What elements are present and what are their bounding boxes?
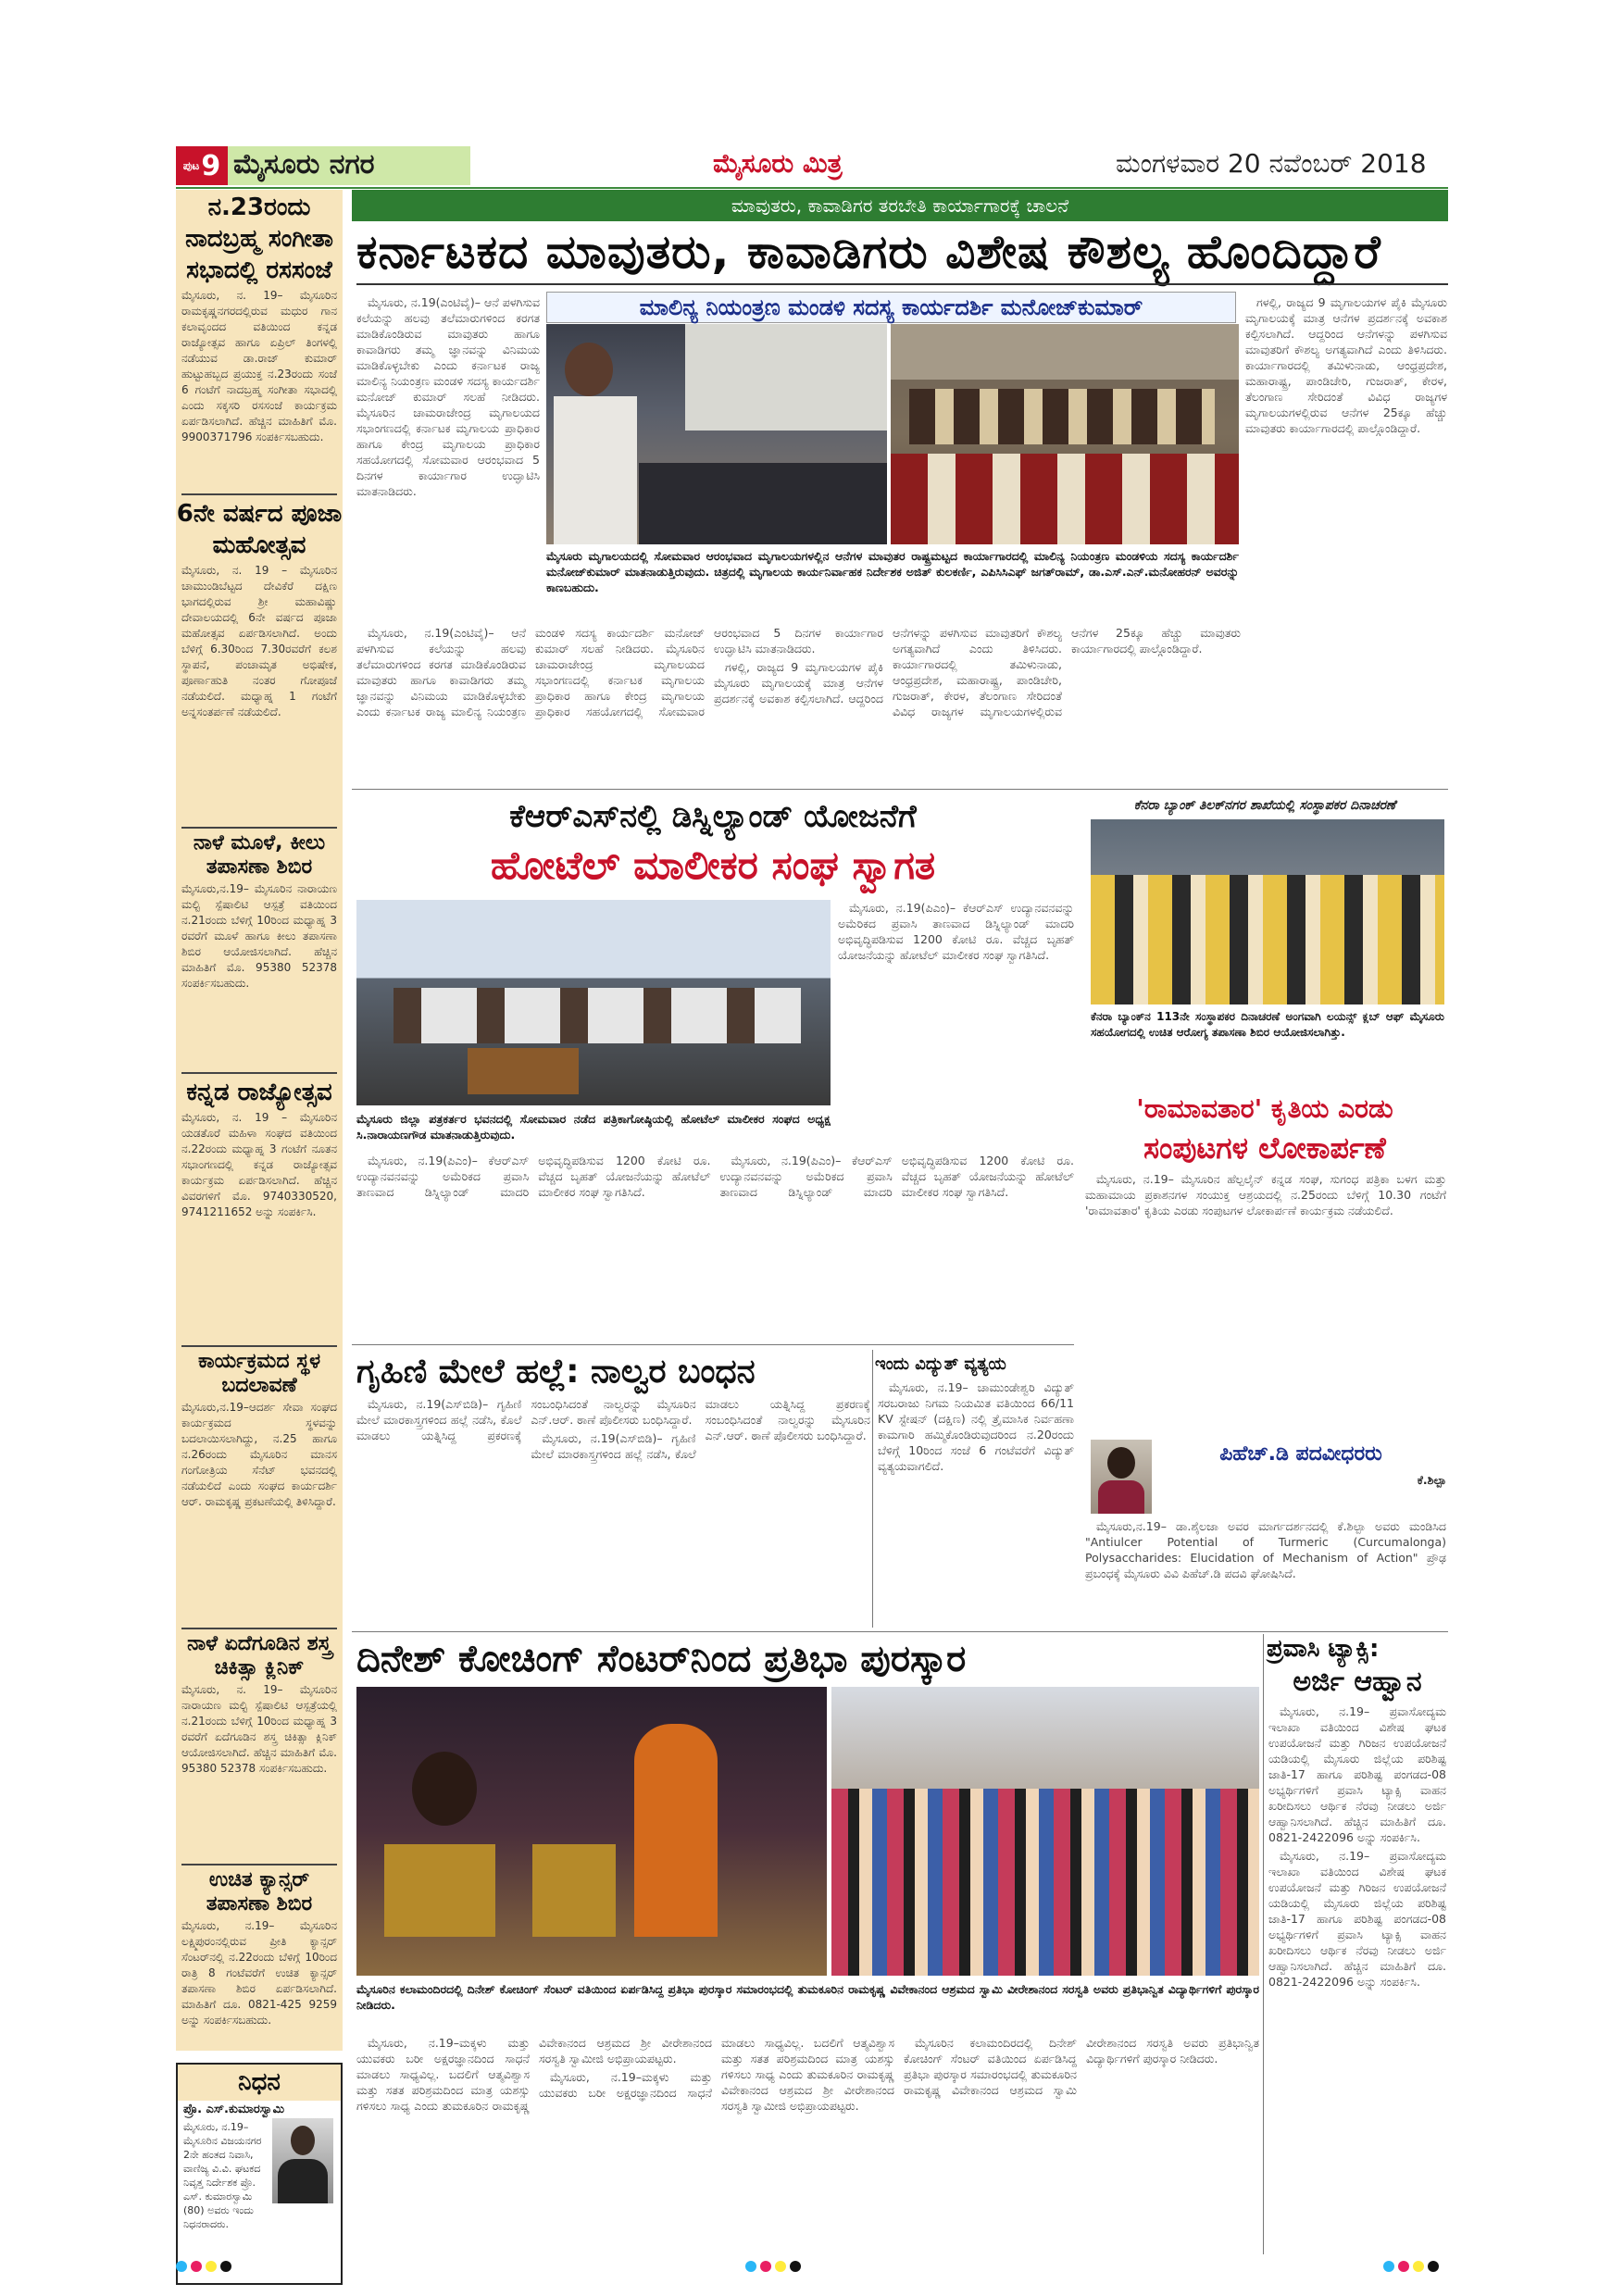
phd-name-text: ಕೆ.ಶಿಲ್ಪಾ [1417, 1473, 1446, 1487]
page-number [176, 146, 228, 185]
brief-title: ಕಾರ್ಯಕ್ರಮದ ಸ್ಥಳ ಬದಲಾವಣೆ [197, 1350, 321, 1397]
brief-5 [176, 1342, 343, 1620]
vidyut-text: ಮೈಸೂರು, ನ.19– ಚಾಮುಂಡೇಶ್ವರಿ ವಿದ್ಯುತ್ ಸರಬರಾಜು ನಿಗಮ ನಿಯಮಿತ ವತಿಯಿಂದ 66/11 KV ಸ್ಟೇಷನ್ (ದಕ್ಷಿಣ) ನಲ್ಲಿ ತ್ರೈಮಾಸಿಕ ನಿರ್ವಹಣಾ ಕಾಮಗಾರಿ ಹಮ್ಮಿಕೊಂಡಿರುವುದರಿಂದ ನ.20ರಂದು ಬೆಳಿಗ್ಗೆ 10ರಿಂದ ಸಂಜೆ 6 ಗಂಟೆವರೆಗೆ ವಿದ್ಯುತ್ ವ್ಯತ್ಯಯವಾಗಲಿದೆ. [878, 1380, 1074, 1473]
ramavatara-headline-1: 'ರಾಮಾವತಾರ' ಕೃತಿಯ ಎರಡು [1136, 1093, 1393, 1124]
lead-subhead: ಮಾಲಿನ್ಯ ನಿಯಂತ್ರಣ ಮಂಡಳಿ ಸದಸ್ಯ ಕಾರ್ಯದರ್ಶಿ ಮನೋಜ್‌ಕುಮಾರ್ [546, 292, 1236, 323]
brief-text: ಮೈಸೂರು, ನ. 19 – ಮೈಸೂರಿನ ಯಡತೊರೆ ಮಹಿಳಾ ಸಂಘದ ವತಿಯಿಂದ ನ.22ರಂದು ಮಧ್ಯಾಹ್ನ 3 ಗಂಟೆಗೆ ನೂತನ ಸಭಾಂಗಣದಲ್ಲಿ ಕನ್ನಡ ರಾಜ್ಯೋತ್ಸವ ಕಾರ್ಯಕ್ರಮ ಏರ್ಪಡಿಸಲಾಗಿದೆ. ಹೆಚ್ಚಿನ ವಿವರಗಳಿಗೆ ಮೊ. 9740330520, 9741211652 ಅನ್ನು ಸಂಪರ್ಕಿಸಿ. [181, 1111, 337, 1218]
briefs-column [176, 190, 343, 2051]
brief-text: ಮೈಸೂರು, ನ.19– ಮೈಸೂರಿನ ಲಕ್ಷ್ಮಿಪುರಂನಲ್ಲಿರುವ ಪ್ರೀತಿ ಕ್ಯಾನ್ಸರ್ ಸೆಂಟರ್‌ನಲ್ಲಿ ನ.22ರಂದು ಬೆಳಿಗ್ಗೆ 10ರಿಂದ ರಾತ್ರಿ 8 ಗಂಟೆವರೆಗೆ ಉಚಿತ ಕ್ಯಾನ್ಸರ್ ತಪಾಸಣಾ ಶಿಬಿರ ಏರ್ಪಡಿಸಲಾಗಿದೆ. ಮಾಹಿತಿಗೆ ದೂ. 0821-425 9259 ಅನ್ನು ಸಂಪರ್ಕಿಸಬಹುದು. [181, 1919, 337, 2027]
lead-col-3-text: ಗಳಲ್ಲಿ, ರಾಜ್ಯದ 9 ಮೃಗಾಲಯಗಳ ಪೈಕಿ ಮೈಸೂರು ಮೃಗಾಲಯಕ್ಕೆ ಮಾತ್ರ ಆನೆಗಳ ಪ್ರದರ್ಶನಕ್ಕೆ ಅವಕಾಶ ಕಲ್ಪಿಸಲಾಗಿದೆ. ಆದ್ದರಿಂದ ಆನೆಗಳನ್ನು ಪಳಗಿಸುವ ಮಾವುತರಿಗೆ ಕೌಶಲ್ಯ ಅಗತ್ಯವಾಗಿದೆ ಎಂದು ತಿಳಿಸಿದರು. ಕಾರ್ಯಾಗಾರದಲ್ಲಿ ತಮಿಳುನಾಡು, ಆಂಧ್ರಪ್ರದೇಶ, ಮಹಾರಾಷ್ಟ್ರ, ಪಾಂಡಿಚೇರಿ, ಗುಜರಾತ್, ಕೇರಳ, ತೆಲಂಗಾಣ ಸೇರಿದಂತೆ ವಿವಿಧ ರಾಜ್ಯಗಳ ಮೃಗಾಲಯಗಳಲ್ಲಿರುವ ಆನೆಗಳ 25ಕ್ಕೂ ಹೆಚ್ಚು ಮಾವುತರು ಕಾರ್ಯಾಗಾರದಲ್ಲಿ ಪಾಲ್ಗೊಂಡಿದ್ದಾರೆ. [1245, 295, 1447, 435]
lead-col-1-text: ಮೈಸೂರು, ನ.19(ಎಂಟಿವೈ)– ಆನೆ ಪಳಗಿಸುವ ಕಲೆಯನ್ನು ಹಲವು ತಲೆಮಾರುಗಳಿಂದ ಕರಗತ ಮಾಡಿಕೊಂಡಿರುವ ಮಾವುತರು ಹಾಗೂ ಕಾವಾಡಿಗರು ತಮ್ಮ ಜ್ಞಾನವನ್ನು ವಿನಿಮಯ ಮಾಡಿಕೊಳ್ಳಬೇಕು ಎಂದು ಕರ್ನಾಟಕ ರಾಜ್ಯ ಮಾಲಿನ್ಯ ನಿಯಂತ್ರಣ ಮಂಡಳಿ ಸದಸ್ಯ ಕಾರ್ಯದರ್ಶಿ ಮನೋಜ್ ಕುಮಾರ್ ಸಲಹೆ ನೀಡಿದರು. ಮೈಸೂರಿನ ಚಾಮರಾಜೇಂದ್ರ ಮೃಗಾಲಯದ ಸಭಾಂಗಣದಲ್ಲಿ ಕರ್ನಾಟಕ ಮೃಗಾಲಯ ಪ್ರಾಧಿಕಾರ ಹಾಗೂ ಕೇಂದ್ರ ಮೃಗಾಲಯ ಪ್ರಾಧಿಕಾರ ಸಹಯೋಗದಲ್ಲಿ ಸೋಮವಾರ ಆರಂಭವಾದ 5 ದಿನಗಳ ಕಾರ್ಯಾಗಾರ ಉದ್ಘಾಟಿಸಿ ಮಾತನಾಡಿದರು. [356, 295, 540, 498]
dinesh-text: ಮೈಸೂರು, ನ.19–ಮಕ್ಕಳು ಮತ್ತು ಯುವಕರು ಬರೀ ಅಕ್ಷರಜ್ಞಾನದಿಂದ ಸಾಧನೆ ಮಾಡಲು ಸಾಧ್ಯವಿಲ್ಲ. ಬದಲಿಗೆ ಆತ್ಮವಿಶ್ವಾಸ ಮತ್ತು ಸತತ ಪರಿಶ್ರಮದಿಂದ ಮಾತ್ರ ಯಶಸ್ಸು ಗಳಿಸಲು ಸಾಧ್ಯ ಎಂದು ತುಮಕೂರಿನ ರಾಮಕೃಷ್ಣ ವಿವೇಕಾನಂದ ಆಶ್ರಮದ ಶ್ರೀ ವೀರೇಶಾನಂದ ಸರಸ್ವತಿ ಸ್ವಾಮೀಜಿ ಅಭಿಪ್ರಾಯಪಟ್ಟರು. [356, 2036, 712, 2113]
grihini-text: ಮೈಸೂರು, ನ.19(ಎಸ್‌ಬಿಡಿ)– ಗೃಹಿಣಿ ಮೇಲೆ ಮಾರಕಾಸ್ತ್ರಗಳಿಂದ ಹಲ್ಲೆ ನಡೆಸಿ, ಕೊಲೆ ಮಾಡಲು ಯತ್ನಿಸಿದ್ದ ಪ್ರಕರಣಕ್ಕೆ ಸಂಬಂಧಿಸಿದಂತೆ ನಾಲ್ವರನ್ನು ಮೈಸೂರಿನ ಎನ್.ಆರ್. ಠಾಣೆ ಪೊಲೀಸರು ಬಂಧಿಸಿದ್ದಾರೆ. [356, 1397, 696, 1442]
dinesh-photo-award [356, 1687, 827, 1976]
grihini-text-2: ಮೈಸೂರು, ನ.19(ಎಸ್‌ಬಿಡಿ)– ಗೃಹಿಣಿ ಮೇಲೆ ಮಾರಕಾಸ್ತ್ರಗಳಿಂದ ಹಲ್ಲೆ ನಡೆಸಿ, ಕೊಲೆ ಮಾಡಲು ಯತ್ನಿಸಿದ್ದ ಪ್ರಕರಣಕ್ಕೆ ಸಂಬಂಧಿಸಿದಂತೆ ನಾಲ್ವರನ್ನು ಮೈಸೂರಿನ ಎನ್.ಆರ್. ಠಾಣೆ ಪೊಲೀಸರು ಬಂಧಿಸಿದ್ದಾರೆ. [531, 1397, 870, 1461]
ramavatara-headline-2: ಸಂಪುಟಗಳ ಲೋಕಾರ್ಪಣೆ [1143, 1130, 1386, 1166]
lead-photo-caption: ಮೈಸೂರು ಮೃಗಾಲಯದಲ್ಲಿ ಸೋಮವಾರ ಆರಂಭವಾದ ಮೃಗಾಲಯಗಳಲ್ಲಿನ ಆನೆಗಳ ಮಾವುತರ ರಾಷ್ಟ್ರಮಟ್ಟದ ಕಾರ್ಯಾಗಾರದಲ್ಲಿ ಮಾಲಿನ್ಯ ನಿಯಂತ್ರಣ ಮಂಡಳಿಯ ಸದಸ್ಯ ಕಾರ್ಯದರ್ಶಿ ಮನೋಜ್‌ಕುಮಾರ್ ಮಾತನಾಡುತ್ತಿರುವುದು. ಚಿತ್ರದಲ್ಲಿ ಮೃಗಾಲಯ ಕಾರ್ಯನಿರ್ವಾಹಕ ನಿರ್ದೇಶಕ ಅಜಿತ್ ಕುಲಕರ್ಣಿ, ಎಪಿಸಿಸಿಎಫ್ ಜಗತ್‌ರಾಮ್, ಡಾ.ಎಸ್.ಎನ್.ಮನೋಹರನ್ ಅವರನ್ನು ಕಾಣಬಹುದು. [546, 549, 1239, 594]
krs-text-2: ಮೈಸೂರು, ನ.19(ಪಿಎಂ)– ಕೆಆರ್‌ಎಸ್ ಉದ್ಯಾನವನವನ್ನು ಅಮೆರಿಕದ ಪ್ರವಾಸಿ ತಾಣವಾದ ಡಿಸ್ನಿಲ್ಯಾಂಡ್ ಮಾದರಿ ಅಭಿವೃದ್ಧಿಪಡಿಸುವ 1200 ಕೋಟಿ ರೂ. ವೆಚ್ಚದ ಬೃಹತ್ ಯೋಜನೆಯನ್ನು ಹೋಟೆಲ್ ಮಾಲೀಕರ ಸಂಘ ಸ್ವಾಗತಿಸಿದೆ. [719, 1154, 1074, 1199]
lead-body-lower-text: ಮೈಸೂರು, ನ.19(ಎಂಟಿವೈ)– ಆನೆ ಪಳಗಿಸುವ ಕಲೆಯನ್ನು ಹಲವು ತಲೆಮಾರುಗಳಿಂದ ಕರಗತ ಮಾಡಿಕೊಂಡಿರುವ ಮಾವುತರು ಹಾಗೂ ಕಾವಾಡಿಗರು ತಮ್ಮ ಜ್ಞಾನವನ್ನು ವಿನಿಮಯ ಮಾಡಿಕೊಳ್ಳಬೇಕು ಎಂದು ಕರ್ನಾಟಕ ರಾಜ್ಯ ಮಾಲಿನ್ಯ ನಿಯಂತ್ರಣ ಮಂಡಳಿ ಸದಸ್ಯ ಕಾರ್ಯದರ್ಶಿ ಮನೋಜ್ ಕುಮಾರ್ ಸಲಹೆ ನೀಡಿದರು. ಮೈಸೂರಿನ ಚಾಮರಾಜೇಂದ್ರ ಮೃಗಾಲಯದ ಸಭಾಂಗಣದಲ್ಲಿ ಕರ್ನಾಟಕ ಮೃಗಾಲಯ ಪ್ರಾಧಿಕಾರ ಹಾಗೂ ಕೇಂದ್ರ ಮೃಗಾಲಯ ಪ್ರಾಧಿಕಾರ ಸಹಯೋಗದಲ್ಲಿ ಸೋಮವಾರ ಆರಂಭವಾದ 5 ದಿನಗಳ ಕಾರ್ಯಾಗಾರ ಉದ್ಘಾಟಿಸಿ ಮಾತನಾಡಿದರು. [356, 626, 883, 718]
brief-6 [176, 1625, 343, 1856]
obituary-box [176, 2063, 343, 2285]
canara-caption: ಕೆನರಾ ಬ್ಯಾಂಕ್‌ನ 113ನೇ ಸಂಸ್ಥಾಪಕರ ದಿನಾಚರಣೆ ಅಂಗವಾಗಿ ಲಯನ್ಸ್ ಕ್ಲಬ್ ಆಫ್ ಮೈಸೂರು ಸಹಯೋಗದಲ್ಲಿ ಉಚಿತ ಆರೋಗ್ಯ ತಪಾಸಣಾ ಶಿಬಿರ ಆಯೋಜಿಸಲಾಗಿತ್ತು. [1091, 1010, 1444, 1039]
lead-col-1 [356, 294, 540, 552]
page-label: ಪುಟ [182, 158, 200, 172]
lead-body-lower [356, 625, 1241, 782]
brief-text: ಮೈಸೂರು, ನ. 19– ಮೈಸೂರಿನ ನಾರಾಯಣ ಮಲ್ಟಿ ಸ್ಪೆಷಾಲಿಟಿ ಆಸ್ಪತ್ರೆಯಲ್ಲಿ ನ.21ರಂದು ಬೆಳಿಗ್ಗೆ 10ರಿಂದ ಮಧ್ಯಾಹ್ನ 3 ರವರೆಗೆ ಏದೆಗೂಡಿನ ಶಸ್ತ್ರ ಚಿಕಿತ್ಸಾ ಕ್ಲಿನಿಕ್ ಆಯೋಜಿಸಲಾಗಿದೆ. ಹೆಚ್ಚಿನ ಮಾಹಿತಿಗೆ ಮೊ. 95380 52378 ಸಂಪರ್ಕಿಸಬಹುದು. [181, 1683, 337, 1775]
dinesh-photo-audience [831, 1687, 1259, 1976]
dinesh-text-2: ಮೈಸೂರು, ನ.19–ಮಕ್ಕಳು ಮತ್ತು ಯುವಕರು ಬರೀ ಅಕ್ಷರಜ್ಞಾನದಿಂದ ಸಾಧನೆ ಮಾಡಲು ಸಾಧ್ಯವಿಲ್ಲ. ಬದಲಿಗೆ ಆತ್ಮವಿಶ್ವಾಸ ಮತ್ತು ಸತತ ಪರಿಶ್ರಮದಿಂದ ಮಾತ್ರ ಯಶಸ್ಸು ಗಳಿಸಲು ಸಾಧ್ಯ ಎಂದು ತುಮಕೂರಿನ ರಾಮಕೃಷ್ಣ ವಿವೇಕಾನಂದ ಆಶ್ರಮದ ಶ್ರೀ ವೀರೇಶಾನಂದ ಸರಸ್ವತಿ ಸ್ವಾಮೀಜಿ ಅಭಿಪ್ರಾಯಪಟ್ಟರು. [539, 2036, 894, 2113]
brief-4 [176, 1069, 343, 1338]
taxi-headline-1: ಪ್ರವಾಸಿ ಟ್ಯಾಕ್ಸಿ: [1267, 1635, 1380, 1663]
grihini-headline: ಗೃಹಿಣಿ ಮೇಲೆ ಹಲ್ಲೆ: ನಾಲ್ವರ ಬಂಧನ [356, 1353, 756, 1391]
lead-body-lower-text-2: ಗಳಲ್ಲಿ, ರಾಜ್ಯದ 9 ಮೃಗಾಲಯಗಳ ಪೈಕಿ ಮೈಸೂರು ಮೃಗಾಲಯಕ್ಕೆ ಮಾತ್ರ ಆನೆಗಳ ಪ್ರದರ್ಶನಕ್ಕೆ ಅವಕಾಶ ಕಲ್ಪಿಸಲಾಗಿದೆ. ಆದ್ದರಿಂದ ಆನೆಗಳನ್ನು ಪಳಗಿಸುವ ಮಾವುತರಿಗೆ ಕೌಶಲ್ಯ ಅಗತ್ಯವಾಗಿದೆ ಎಂದು ತಿಳಿಸಿದರು. ಕಾರ್ಯಾಗಾರದಲ್ಲಿ ತಮಿಳುನಾಡು, ಆಂಧ್ರಪ್ರದೇಶ, ಮಹಾರಾಷ್ಟ್ರ, ಪಾಂಡಿಚೇರಿ, ಗುಜರಾತ್, ಕೇರಳ, ತೆಲಂಗಾಣ ಸೇರಿದಂತೆ ವಿವಿಧ ರಾಜ್ಯಗಳ ಮೃಗಾಲಯಗಳಲ್ಲಿರುವ ಆನೆಗಳ 25ಕ್ಕೂ ಹೆಚ್ಚು ಮಾವುತರು ಕಾರ್ಯಾಗಾರದಲ್ಲಿ ಪಾಲ್ಗೊಂಡಿದ್ದಾರೆ. [714, 626, 1241, 718]
phd-body [1085, 1518, 1446, 1628]
brief-1 [176, 192, 343, 486]
registration-marks-right [1383, 2261, 1439, 2272]
header-rule [176, 187, 1448, 189]
taxi-text: ಮೈಸೂರು, ನ.19– ಪ್ರವಾಸೋದ್ಯಮ ಇಲಾಖಾ ವತಿಯಿಂದ ವಿಶೇಷ ಘಟಕ ಉಪಯೋಜನೆ ಮತ್ತು ಗಿರಿಜನ ಉಪಯೋಜನೆ ಯಡಿಯಲ್ಲಿ ಮೈಸೂರು ಜಿಲ್ಲೆಯ ಪರಿಶಿಷ್ಟ ಜಾತಿ-17 ಹಾಗೂ ಪರಿಶಿಷ್ಟ ಪಂಗಡದ-08 ಅಭ್ಯರ್ಥಿಗಳಿಗೆ ಪ್ರವಾಸಿ ಟ್ಯಾಕ್ಸಿ ವಾಹನ ಖರೀದಿಸಲು ಆರ್ಥಿಕ ನೆರವು ನೀಡಲು ಅರ್ಜಿ ಆಹ್ವಾನಿಸಲಾಗಿದೆ. ಹೆಚ್ಚಿನ ಮಾಹಿತಿಗೆ ದೂ. 0821-2422096 ಅನ್ನು ಸಂಪರ್ಕಿಸಿ. [1268, 1704, 1446, 1844]
section-name: ಮೈಸೂರು ನಗರ [233, 148, 375, 181]
brief-text: ಮೈಸೂರು, ನ. 19 – ಮೈಸೂರಿನ ಚಾಮುಂಡಿಬೆಟ್ಟದ ದೇವಿಕೆರೆ ದಕ್ಷಿಣ ಭಾಗದಲ್ಲಿರುವ ಶ್ರೀ ಮಹಾವಿಷ್ಣು ದೇವಾಲಯದಲ್ಲಿ 6ನೇ ವರ್ಷದ ಪೂಜಾ ಮಹೋತ್ಸವ ಏರ್ಪಡಿಸಲಾಗಿದೆ. ಅಂದು ಬೆಳಿಗ್ಗೆ 6.30ರಿಂದ 7.30ರವರೆಗೆ ಕಲಶ ಸ್ಥಾಪನೆ, ಪಂಚಾಮೃತ ಅಭಿಷೇಕ, ಪೂರ್ಣಾಹುತಿ ನಂತರ ಗೋಪೂಜೆ ನಡೆಯಲಿದೆ. ಮಧ್ಯಾಹ್ನ 1 ಗಂಟೆಗೆ ಅನ್ನಸಂತರ್ಪಣೆ ನಡೆಯಲಿದೆ. [181, 564, 337, 718]
brief-7 [176, 1861, 343, 2051]
obituary-text: ಮೈಸೂರು, ನ.19– ಮೈಸೂರಿನ ವಿಜಯನಗರ 2ನೇ ಹಂತದ ನಿವಾಸಿ, ವಾಣಿಜ್ಯ ವಿ.ವಿ. ಘಟಕದ ನಿವೃತ್ತ ನಿರ್ದೇಶಕ ಪ್ರೊ. ಎಸ್. ಕುಮಾರಸ್ವಾಮಿ (80) ಅವರು ಇಂದು ನಿಧನರಾದರು. [183, 2121, 262, 2230]
brief-title: ಉಚಿತ ಕ್ಯಾನ್ಸರ್ ತಪಾಸಣಾ ಶಿಬಿರ [206, 1868, 313, 1915]
brief-3 [176, 824, 343, 1065]
krs-side-text: ಮೈಸೂರು, ನ.19(ಪಿಎಂ)– ಕೆಆರ್‌ಎಸ್ ಉದ್ಯಾನವನವನ್ನು ಅಮೆರಿಕದ ಪ್ರವಾಸಿ ತಾಣವಾದ ಡಿಸ್ನಿಲ್ಯಾಂಡ್ ಮಾದರಿ ಅಭಿವೃದ್ಧಿಪಡಿಸುವ 1200 ಕೋಟಿ ರೂ. ವೆಚ್ಚದ ಬೃಹತ್ ಯೋಜನೆಯನ್ನು ಹೋಟೆಲ್ ಮಾಲೀಕರ ಸಂಘ ಸ್ವಾಗತಿಸಿದೆ. [838, 901, 1074, 962]
brief-text: ಮೈಸೂರು, ನ. 19– ಮೈಸೂರಿನ ರಾಮಕೃಷ್ಣನಗರದಲ್ಲಿರುವ ಮಧುರ ಗಾನ ಕಲಾವೃಂದದ ವತಿಯಿಂದ ಕನ್ನಡ ರಾಜ್ಯೋತ್ಸವ ಹಾಗೂ ಏಪ್ರಿಲ್ ತಿಂಗಳಲ್ಲಿ ನಡೆಯುವ ಡಾ.ರಾಜ್ ಕುಮಾರ್ ಹುಟ್ಟುಹಬ್ಬದ ಪ್ರಯುಕ್ತ ನ.23ರಂದು ಸಂಜೆ 6 ಗಂಟೆಗೆ ನಾದಬ್ರಹ್ಮ ಸಂಗೀತಾ ಸಭಾದಲ್ಲಿ ಎಂದು ಸಕ್ಕಸರಿ ರಸಸಂಜೆ ಕಾರ್ಯಕ್ರಮ ಏರ್ಪಡಿಸಲಾಗಿದೆ. ಹೆಚ್ಚಿನ ಮಾಹಿತಿಗೆ ಮೊ. 9900371796 ಸಂಪರ್ಕಿಸಬಹುದು. [181, 289, 337, 443]
vidyut-body [878, 1379, 1074, 1628]
krs-headline-2: ಹೋಟೆಲ್ ಮಾಲೀಕರ ಸಂಘ ಸ್ವಾಗತ [490, 842, 936, 888]
dinesh-body [356, 2035, 1259, 2257]
brief-2 [176, 491, 343, 819]
dinesh-caption: ಮೈಸೂರಿನ ಕಲಾಮಂದಿರದಲ್ಲಿ ದಿನೇಶ್ ಕೋಚಿಂಗ್ ಸೆಂಟರ್ ವತಿಯಿಂದ ಏರ್ಪಡಿಸಿದ್ದ ಪ್ರತಿಭಾ ಪುರಸ್ಕಾರ ಸಮಾರಂಭದಲ್ಲಿ ತುಮಕೂರಿನ ರಾಮಕೃಷ್ಣ ವಿವೇಕಾನಂದ ಆಶ್ರಮದ ಸ್ವಾಮಿ ವೀರೇಶಾನಂದ ಸರಸ್ವತಿ ಅವರು ಪ್ರತಿಭಾನ್ವಿತ ವಿದ್ಯಾರ್ಥಿಗಳಿಗೆ ಪುರಸ್ಕಾರ ನೀಡಿದರು. [356, 1982, 1259, 2012]
taxi-body [1268, 1703, 1446, 2257]
lead-headline: ಕರ್ನಾಟಕದ ಮಾವುತರು, ಕಾವಾಡಿಗರು ವಿಶೇಷ ಕೌಶಲ್ಯ ಹೊಂದಿದ್ದಾರೆ [356, 225, 1381, 279]
taxi-headline-2: ಅರ್ಜಿ ಆಹ್ವಾನ [1293, 1666, 1422, 1698]
obituary-photo [272, 2118, 333, 2203]
canara-photo [1091, 819, 1444, 1004]
brief-text: ಮೈಸೂರು,ನ.19– ಮೈಸೂರಿನ ನಾರಾಯಣ ಮಲ್ಟಿ ಸ್ಪೆಷಾಲಿಟಿ ಆಸ್ಪತ್ರೆ ವತಿಯಿಂದ ನ.21ರಂದು ಬೆಳಿಗ್ಗೆ 10ರಿಂದ ಮಧ್ಯಾಹ್ನ 3 ರವರೆಗೆ ಮೂಳೆ ಹಾಗೂ ಕೀಲು ತಪಾಸಣಾ ಶಿಬಿರ ಆಯೋಜಿಸಲಾಗಿದೆ. ಹೆಚ್ಚಿನ ಮಾಹಿತಿಗೆ ಮೊ. 95380 52378 ಸಂಪರ್ಕಿಸಬಹುದು. [181, 882, 337, 990]
brief-title: ನ.23ರಂದು ನಾದಬ್ರಹ್ಮ ಸಂಗೀತಾ ಸಭಾದಲ್ಲಿ ರಸಸಂಜೆ [185, 193, 333, 284]
krs-photo [356, 900, 831, 1105]
phd-photo [1091, 1440, 1152, 1514]
registration-marks-center [745, 2261, 801, 2272]
rule-3 [352, 1631, 1448, 1632]
canara-strap: ಕೆನರಾ ಬ್ಯಾಂಕ್ ತಿಲಕ್‌ನಗರ ಶಾಖೆಯಲ್ಲಿ ಸಂಸ್ಥಾಪಕರ ದಿನಾಚರಣೆ [1133, 798, 1396, 813]
page-number-value: 9 [201, 149, 221, 182]
krs-body [356, 1153, 1074, 1338]
dinesh-headline: ದಿನೇಶ್ ಕೋಚಿಂಗ್ ಸೆಂಟರ್‌ನಿಂದ ಪ್ರತಿಭಾ ಪುರಸ್ಕಾರ [356, 1638, 967, 1680]
dateline: ಮಂಗಳವಾರ 20 ನವೆಂಬರ್ 2018 [1116, 148, 1427, 179]
brief-title: 6ನೇ ವರ್ಷದ ಪೂಜಾ ಮಹೋತ್ಸವ [176, 500, 343, 559]
masthead: ಮೈಸೂರು ಮಿತ್ರ [713, 148, 843, 179]
krs-photo-caption: ಮೈಸೂರು ಜಿಲ್ಲಾ ಪತ್ರಕರ್ತರ ಭವನದಲ್ಲಿ ಸೋಮವಾರ ನಡೆದ ಪತ್ರಿಕಾಗೋಷ್ಠಿಯಲ್ಲಿ ಹೋಟೆಲ್ ಮಾಲೀಕರ ಸಂಘದ ಅಧ್ಯಕ್ಷ ಸಿ.ನಾರಾಯಣಗೌಡ ಮಾತನಾಡುತ್ತಿರುವುದು. [356, 1112, 831, 1142]
ramavatara-body [1085, 1171, 1446, 1432]
grihini-body [356, 1396, 870, 1626]
rule-2 [352, 1344, 1074, 1345]
brief-title: ಕನ್ನಡ ರಾಜ್ಯೋತ್ಸವ [186, 1079, 332, 1106]
lead-divider [356, 283, 1448, 285]
dinesh-text-3: ಮೈಸೂರಿನ ಕಲಾಮಂದಿರದಲ್ಲಿ ದಿನೇಶ್ ಕೋಚಿಂಗ್ ಸೆಂಟರ್ ವತಿಯಿಂದ ಏರ್ಪಡಿಸಿದ್ದ ಪ್ರತಿಭಾ ಪುರಸ್ಕಾರ ಸಮಾರಂಭದಲ್ಲಿ ತುಮಕೂರಿನ ರಾಮಕೃಷ್ಣ ವಿವೇಕಾನಂದ ಆಶ್ರಮದ ಸ್ವಾಮಿ ವೀರೇಶಾನಂದ ಸರಸ್ವತಿ ಅವರು ಪ್ರತಿಭಾನ್ವಿತ ವಿದ್ಯಾರ್ಥಿಗಳಿಗೆ ಪುರಸ್ಕಾರ ನೀಡಿದರು. [904, 2036, 1259, 2097]
rule-1 [352, 789, 1448, 790]
brief-title: ನಾಳೆ ಮೂಳೆ, ಕೀಲು ತಪಾಸಣಾ ಶಿಬಿರ [193, 831, 326, 879]
obituary-name: ಪ್ರೊ. ಎಸ್.ಕುಮಾರಸ್ವಾಮಿ [183, 2103, 285, 2116]
krs-text: ಮೈಸೂರು, ನ.19(ಪಿಎಂ)– ಕೆಆರ್‌ಎಸ್ ಉದ್ಯಾನವನವನ್ನು ಅಮೆರಿಕದ ಪ್ರವಾಸಿ ತಾಣವಾದ ಡಿಸ್ನಿಲ್ಯಾಂಡ್ ಮಾದರಿ ಅಭಿವೃದ್ಧಿಪಡಿಸುವ 1200 ಕೋಟಿ ರೂ. ವೆಚ್ಚದ ಬೃಹತ್ ಯೋಜನೆಯನ್ನು ಹೋಟೆಲ್ ಮಾಲೀಕರ ಸಂಘ ಸ್ವಾಗತಿಸಿದೆ. [356, 1154, 711, 1199]
obituary-title: ನಿಧನ [178, 2065, 341, 2101]
lead-photo-speaker [546, 324, 887, 544]
phd-headline: ಪಿಹೆಚ್.ಡಿ ಪದವೀಧರರು [1219, 1442, 1382, 1466]
phd-name [1157, 1472, 1446, 1511]
lead-col-3 [1245, 294, 1447, 783]
vidyut-headline: ಇಂದು ವಿದ್ಯುತ್ ವ್ಯತ್ಯಯ [875, 1354, 1006, 1374]
brief-text: ಮೈಸೂರು,ನ.19–ಆದರ್ಶ ಸೇವಾ ಸಂಘದ ಕಾರ್ಯಕ್ರಮದ ಸ್ಥಳವನ್ನು ಬದಲಾಯಿಸಲಾಗಿದ್ದು, ನ.25 ಹಾಗೂ ನ.26ರಂದು ಮೈಸೂರಿನ ಮಾನಸ ಗಂಗೋತ್ರಿಯ ಸೆನೆಟ್ ಭವನದಲ್ಲಿ ನಡೆಯಲಿದೆ ಎಂದು ಸಂಘದ ಕಾರ್ಯದರ್ಶಿ ಆರ್. ರಾಮಕೃಷ್ಣ ಪ್ರಕಟಣೆಯಲ್ಲಿ ತಿಳಿಸಿದ್ದಾರೆ. [181, 1401, 337, 1508]
vrule-vidyut [872, 1350, 873, 1628]
lead-photo-audience [891, 324, 1239, 544]
registration-marks-left [176, 2261, 231, 2272]
vrule-taxi [1263, 1634, 1264, 2254]
krs-side-body [838, 900, 1074, 1150]
ramavatara-text: ಮೈಸೂರು, ನ.19– ಮೈಸೂರಿನ ಹೆಲ್ಪಲೈನ್ ಕನ್ನಡ ಸಂಘ, ಸುಗಂಧ ಪತ್ರಿಕಾ ಬಳಗ ಮತ್ತು ಮಹಾಮಾಯ ಪ್ರಕಾಶನಗಳ ಸಂಯುಕ್ತ ಆಶ್ರಯದಲ್ಲಿ ನ.25ರಂದು ಬೆಳಿಗ್ಗೆ 10.30 ಗಂಟೆಗೆ 'ರಾಮಾವತಾರ' ಕೃತಿಯ ಎರಡು ಸಂಪುಟಗಳ ಲೋಕಾರ್ಪಣೆ ಕಾರ್ಯಕ್ರಮ ನಡೆಯಲಿದೆ. [1085, 1172, 1446, 1217]
phd-text: ಮೈಸೂರು,ನ.19– ಡಾ.ಶೈಲಜಾ ಅವರ ಮಾರ್ಗದರ್ಶನದಲ್ಲಿ ಕೆ.ಶಿಲ್ಪಾ ಅವರು ಮಂಡಿಸಿದ "Antiulcer Potential of Turmeric (Curcumalonga) Polysaccharides: Elucidation of Mechanism of Action" ಪ್ರೌಢ ಪ್ರಬಂಧಕ್ಕೆ ಮೈಸೂರು ವಿವಿ ಪಿಹೆಚ್.ಡಿ ಪದವಿ ಘೋಷಿಸಿದೆ. [1085, 1519, 1446, 1580]
taxi-text-2: ಮೈಸೂರು, ನ.19– ಪ್ರವಾಸೋದ್ಯಮ ಇಲಾಖಾ ವತಿಯಿಂದ ವಿಶೇಷ ಘಟಕ ಉಪಯೋಜನೆ ಮತ್ತು ಗಿರಿಜನ ಉಪಯೋಜನೆ ಯಡಿಯಲ್ಲಿ ಮೈಸೂರು ಜಿಲ್ಲೆಯ ಪರಿಶಿಷ್ಟ ಜಾತಿ-17 ಹಾಗೂ ಪರಿಶಿಷ್ಟ ಪಂಗಡದ-08 ಅಭ್ಯರ್ಥಿಗಳಿಗೆ ಪ್ರವಾಸಿ ಟ್ಯಾಕ್ಸಿ ವಾಹನ ಖರೀದಿಸಲು ಆರ್ಥಿಕ ನೆರವು ನೀಡಲು ಅರ್ಜಿ ಆಹ್ವಾನಿಸಲಾಗಿದೆ. ಹೆಚ್ಚಿನ ಮಾಹಿತಿಗೆ ದೂ. 0821-2422096 ಅನ್ನು ಸಂಪರ್ಕಿಸಿ. [1268, 1849, 1446, 1989]
lead-strap: ಮಾವುತರು, ಕಾವಾಡಿಗರ ತರಬೇತಿ ಕಾರ್ಯಾಗಾರಕ್ಕೆ ಚಾಲನೆ [352, 190, 1448, 221]
brief-title: ನಾಳೆ ಏದೆಗೂಡಿನ ಶಸ್ತ್ರ ಚಿಕಿತ್ಸಾ ಕ್ಲಿನಿಕ್ [187, 1632, 331, 1679]
krs-headline-1: ಕೆಆರ್‌ಎಸ್‌ನಲ್ಲಿ ಡಿಸ್ನಿಲ್ಯಾಂಡ್ ಯೋಜನೆಗೆ [509, 798, 917, 835]
